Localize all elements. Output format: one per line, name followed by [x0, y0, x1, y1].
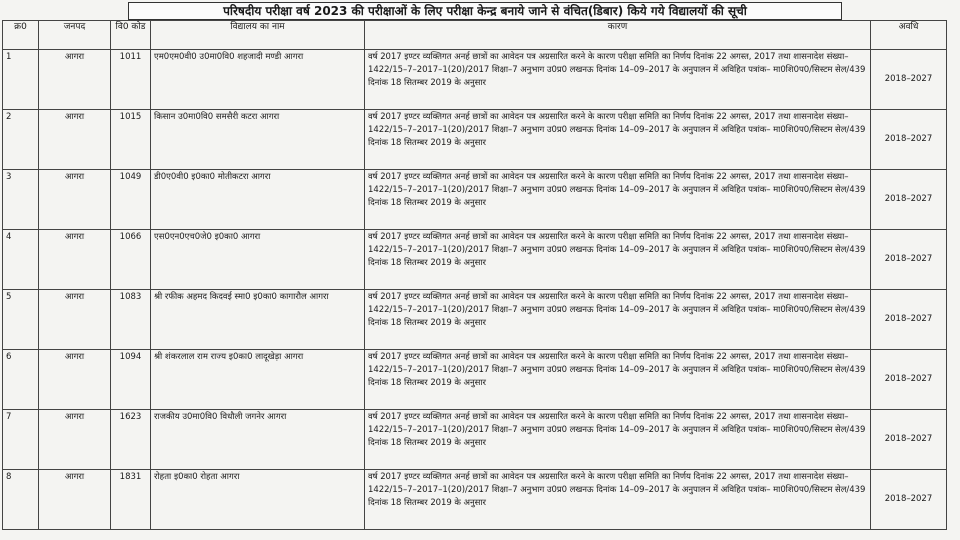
cell-reason: वर्ष 2017 इण्टर व्यक्तिगत अनर्ह छात्रों का आवेदन पत्र अग्रसारित करने के कारण परीक्षा समिति का निर्णय दिनांक 22 अगस्त, 2017 तथा शासनादेश संख्या–1422/15–7–2017–1(20)/2017 शिक्षा–7 अनुभाग उ0प्र0 लखनऊ दिनांक 14–09–2017 के अनुपालन में अविहित पत्रांक– मा0शि0प0/सिस्टम सेल/439 दिनांक 18 सितम्बर 2019 के अनुसार — [365, 410, 871, 470]
table-row — [3, 290, 947, 350]
cell-reason: वर्ष 2017 इण्टर व्यक्तिगत अनर्ह छात्रों का आवेदन पत्र अग्रसारित करने के कारण परीक्षा समिति का निर्णय दिनांक 22 अगस्त, 2017 तथा शासनादेश संख्या–1422/15–7–2017–1(20)/2017 शिक्षा–7 अनुभाग उ0प्र0 लखनऊ दिनांक 14–09–2017 के अनुपालन में अविहित पत्रांक– मा0शि0प0/सिस्टम सेल/439 दिनांक 18 सितम्बर 2019 के अनुसार — [365, 170, 871, 230]
cell-period: 2018–2027 — [871, 410, 947, 470]
table-row — [3, 470, 947, 530]
cell-period: 2018–2027 — [871, 290, 947, 350]
cell-school: श्री रफीक अहमद किदवई स्मा0 इ0का0 कागारौल आगरा — [151, 290, 365, 350]
cell-period: 2018–2027 — [871, 50, 947, 110]
header-code: वि0 कोड — [111, 21, 151, 50]
cell-district: आगरा — [39, 230, 111, 290]
cell-period: 2018–2027 — [871, 350, 947, 410]
cell-school: एस0एन0एच0जे0 इ0का0 आगरा — [151, 230, 365, 290]
table-row — [3, 170, 947, 230]
header-period: अवधि — [871, 21, 947, 50]
header-reason: कारण — [365, 21, 871, 50]
cell-period: 2018–2027 — [871, 170, 947, 230]
cell-code: 1623 — [111, 410, 151, 470]
cell-sno: 1 — [3, 50, 39, 110]
cell-district: आगरा — [39, 410, 111, 470]
header-school: विद्यालय का नाम — [151, 21, 365, 50]
cell-district: आगरा — [39, 170, 111, 230]
cell-school: डी0ए0वी0 इ0का0 मोतीकटरा आगरा — [151, 170, 365, 230]
cell-period: 2018–2027 — [871, 230, 947, 290]
cell-district: आगरा — [39, 290, 111, 350]
cell-sno: 6 — [3, 350, 39, 410]
cell-sno: 8 — [3, 470, 39, 530]
cell-school: किसान उ0मा0वि0 समसैरी कटरा आगरा — [151, 110, 365, 170]
cell-sno: 5 — [3, 290, 39, 350]
cell-code: 1011 — [111, 50, 151, 110]
cell-district: आगरा — [39, 350, 111, 410]
table-row — [3, 410, 947, 470]
header-district: जनपद — [39, 21, 111, 50]
header-sno: क्र0 — [3, 21, 39, 50]
cell-code: 1094 — [111, 350, 151, 410]
cell-reason: वर्ष 2017 इण्टर व्यक्तिगत अनर्ह छात्रों का आवेदन पत्र अग्रसारित करने के कारण परीक्षा समिति का निर्णय दिनांक 22 अगस्त, 2017 तथा शासनादेश संख्या–1422/15–7–2017–1(20)/2017 शिक्षा–7 अनुभाग उ0प्र0 लखनऊ दिनांक 14–09–2017 के अनुपालन में अविहित पत्रांक– मा0शि0प0/सिस्टम सेल/439 दिनांक 18 सितम्बर 2019 के अनुसार — [365, 350, 871, 410]
cell-reason: वर्ष 2017 इण्टर व्यक्तिगत अनर्ह छात्रों का आवेदन पत्र अग्रसारित करने के कारण परीक्षा समिति का निर्णय दिनांक 22 अगस्त, 2017 तथा शासनादेश संख्या–1422/15–7–2017–1(20)/2017 शिक्षा–7 अनुभाग उ0प्र0 लखनऊ दिनांक 14–09–2017 के अनुपालन में अविहित पत्रांक– मा0शि0प0/सिस्टम सेल/439 दिनांक 18 सितम्बर 2019 के अनुसार — [365, 230, 871, 290]
table-row — [3, 350, 947, 410]
cell-code: 1083 — [111, 290, 151, 350]
cell-period: 2018–2027 — [871, 470, 947, 530]
cell-school: एम0एम0वी0 उ0मा0वि0 शहजादी मण्डी आगरा — [151, 50, 365, 110]
table-header-row — [3, 21, 947, 50]
cell-school: रोहता इ0का0 रोहता आगरा — [151, 470, 365, 530]
cell-district: आगरा — [39, 470, 111, 530]
table-row — [3, 230, 947, 290]
cell-district: आगरा — [39, 110, 111, 170]
cell-sno: 3 — [3, 170, 39, 230]
cell-reason: वर्ष 2017 इण्टर व्यक्तिगत अनर्ह छात्रों का आवेदन पत्र अग्रसारित करने के कारण परीक्षा समिति का निर्णय दिनांक 22 अगस्त, 2017 तथा शासनादेश संख्या–1422/15–7–2017–1(20)/2017 शिक्षा–7 अनुभाग उ0प्र0 लखनऊ दिनांक 14–09–2017 के अनुपालन में अविहित पत्रांक– मा0शि0प0/सिस्टम सेल/439 दिनांक 18 सितम्बर 2019 के अनुसार — [365, 110, 871, 170]
cell-code: 1831 — [111, 470, 151, 530]
cell-school: राजकीय उ0मा0वि0 विधौली जगनेर आगरा — [151, 410, 365, 470]
cell-sno: 2 — [3, 110, 39, 170]
cell-period: 2018–2027 — [871, 110, 947, 170]
cell-code: 1066 — [111, 230, 151, 290]
cell-reason: वर्ष 2017 इण्टर व्यक्तिगत अनर्ह छात्रों का आवेदन पत्र अग्रसारित करने के कारण परीक्षा समिति का निर्णय दिनांक 22 अगस्त, 2017 तथा शासनादेश संख्या–1422/15–7–2017–1(20)/2017 शिक्षा–7 अनुभाग उ0प्र0 लखनऊ दिनांक 14–09–2017 के अनुपालन में अविहित पत्रांक– मा0शि0प0/सिस्टम सेल/439 दिनांक 18 सितम्बर 2019 के अनुसार — [365, 290, 871, 350]
cell-district: आगरा — [39, 50, 111, 110]
document-title: परिषदीय परीक्षा वर्ष 2023 की परीक्षाओं के लिए परीक्षा केन्द्र बनाये जाने से वंचित(डिबार) किये गये विद्यालयों की सूची — [128, 2, 842, 20]
cell-sno: 4 — [3, 230, 39, 290]
table-row — [3, 110, 947, 170]
debarred-schools-table — [2, 20, 947, 530]
cell-code: 1049 — [111, 170, 151, 230]
cell-reason: वर्ष 2017 इण्टर व्यक्तिगत अनर्ह छात्रों का आवेदन पत्र अग्रसारित करने के कारण परीक्षा समिति का निर्णय दिनांक 22 अगस्त, 2017 तथा शासनादेश संख्या–1422/15–7–2017–1(20)/2017 शिक्षा–7 अनुभाग उ0प्र0 लखनऊ दिनांक 14–09–2017 के अनुपालन में अविहित पत्रांक– मा0शि0प0/सिस्टम सेल/439 दिनांक 18 सितम्बर 2019 के अनुसार — [365, 470, 871, 530]
cell-school: श्री शंकरलाल राम राज्य इ0का0 लादूखेड़ा आगरा — [151, 350, 365, 410]
cell-code: 1015 — [111, 110, 151, 170]
cell-reason: वर्ष 2017 इण्टर व्यक्तिगत अनर्ह छात्रों का आवेदन पत्र अग्रसारित करने के कारण परीक्षा समिति का निर्णय दिनांक 22 अगस्त, 2017 तथा शासनादेश संख्या–1422/15–7–2017–1(20)/2017 शिक्षा–7 अनुभाग उ0प्र0 लखनऊ दिनांक 14–09–2017 के अनुपालन में अविहित पत्रांक– मा0शि0प0/सिस्टम सेल/439 दिनांक 18 सितम्बर 2019 के अनुसार — [365, 50, 871, 110]
table-row — [3, 50, 947, 110]
cell-sno: 7 — [3, 410, 39, 470]
